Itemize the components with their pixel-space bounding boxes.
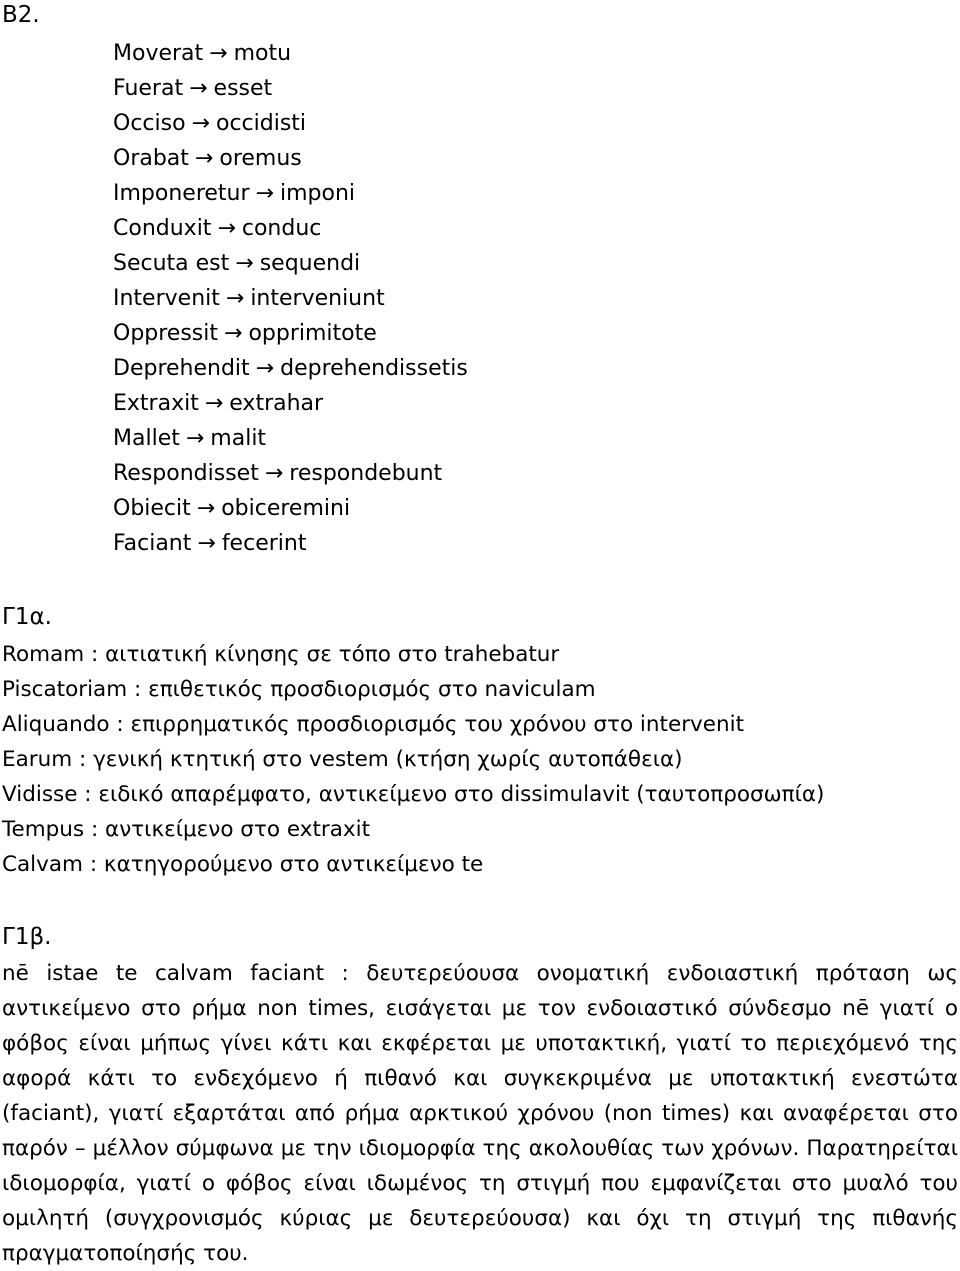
- source-verb: Intervenit: [113, 286, 220, 311]
- target-form: esset: [213, 76, 273, 101]
- verb-row: [113, 281, 468, 316]
- target-form: conduc: [241, 216, 322, 241]
- list-item: Tempus : αντικείμενο στο extraxit: [2, 817, 371, 842]
- clause-analysis-paragraph: nē istae te calvam faciant : δευτερεύουσα ονοματική ενδοιαστική πρόταση ως αντικείμενο στο ρήμα non times, εισάγεται με τον ενδοιαστικό σύνδεσμο nē γιατί ο φόβος είναι μήπως γίνει κάτι και εκφέρεται με υποτακτική, γιατί το περιεχόμενό της αφορά κάτι το ενδεχόμενο ή πιθανό και συγκεκριμένα με υποτακτική ενεστώτα (faciant), γιατί εξαρτάται από ρήμα αρκτικού χρόνου (non times) και αναφέρεται στο παρόν – μέλλον σύμφωνα με την ιδιομορφία της ακολουθίας των χρόνων. Παρατηρείται ιδιομορφία, γιατί ο φόβος είναι ιδωμένος τη στιγμή που εμφανίζεται στο μυαλό του ομιλητή (συγχρονισμός κύριας με δευτερεύουσα) και όχι τη στιγμή της πιθανής πραγματοποίησής του.: [2, 961, 958, 1266]
- list-item: Earum : γενική κτητική στο vestem (κτήση χωρίς αυτοπάθεια): [2, 747, 683, 772]
- right-arrow-icon: →: [204, 391, 224, 416]
- list-item: Romam : αιτιατική κίνησης σε τόπο στο trahebatur: [2, 642, 560, 667]
- target-form: respondebunt: [289, 461, 443, 486]
- source-verb: Extraxit: [113, 391, 199, 416]
- right-arrow-icon: →: [255, 181, 274, 206]
- target-form: opprimitote: [248, 321, 377, 346]
- right-arrow-icon: →: [264, 461, 284, 486]
- verb-row: [113, 36, 468, 71]
- target-form: oremus: [219, 146, 302, 171]
- section-heading-b2: B2.: [2, 2, 40, 28]
- source-verb: Fuerat: [113, 76, 184, 101]
- list-item: Piscatoriam : επιθετικός προσδιορισμός στο naviculam: [2, 677, 596, 702]
- section-heading-g1a: Γ1α.: [2, 604, 52, 630]
- verb-row: [113, 106, 468, 141]
- right-arrow-icon: →: [189, 76, 208, 101]
- target-form: interveniunt: [250, 286, 385, 311]
- target-form: occidisti: [215, 111, 307, 136]
- target-form: sequendi: [259, 251, 361, 276]
- target-form: imponi: [279, 181, 356, 206]
- right-arrow-icon: →: [224, 321, 243, 346]
- target-form: obiceremini: [221, 496, 351, 521]
- target-form: malit: [210, 426, 267, 451]
- right-arrow-icon: →: [209, 41, 228, 66]
- verb-row: [113, 211, 468, 246]
- list-item: Aliquando : επιρρηματικός προσδιορισμός του χρόνου στο intervenit: [2, 712, 745, 737]
- syntax-analysis-list: [2, 637, 958, 882]
- list-item: Calvam : κατηγορούμενο στο αντικείμενο te: [2, 852, 484, 877]
- source-verb: Faciant: [113, 531, 192, 556]
- verb-row: [113, 456, 468, 491]
- target-form: extrahar: [229, 391, 324, 416]
- verb-row: [113, 316, 468, 351]
- right-arrow-icon: →: [225, 286, 245, 311]
- source-verb: Imponeretur: [113, 181, 250, 206]
- verb-row: [113, 526, 468, 561]
- verb-row: [113, 141, 468, 176]
- verb-transformation-list: [113, 36, 468, 561]
- source-verb: Occiso: [113, 111, 186, 136]
- target-form: motu: [233, 41, 292, 66]
- right-arrow-icon: →: [235, 251, 254, 276]
- source-verb: Obiecit: [113, 496, 191, 521]
- verb-row: [113, 491, 468, 526]
- verb-row: [113, 246, 468, 281]
- right-arrow-icon: →: [185, 426, 205, 451]
- source-verb: Respondisset: [113, 461, 259, 486]
- target-form: fecerint: [221, 531, 307, 556]
- list-item: Vidisse : ειδικό απαρέμφατο, αντικείμενο στο dissimulavit (ταυτοπροσωπία): [2, 782, 825, 807]
- right-arrow-icon: →: [196, 496, 216, 521]
- source-verb: Deprehendit: [113, 356, 250, 381]
- right-arrow-icon: →: [191, 111, 210, 136]
- source-verb: Mallet: [113, 426, 180, 451]
- verb-row: [113, 421, 468, 456]
- verb-row: [113, 176, 468, 211]
- source-verb: Secuta est: [113, 251, 230, 276]
- right-arrow-icon: →: [194, 146, 214, 171]
- verb-row: [113, 386, 468, 421]
- source-verb: Orabat: [113, 146, 189, 171]
- right-arrow-icon: →: [217, 216, 236, 241]
- source-verb: Oppressit: [113, 321, 219, 346]
- right-arrow-icon: →: [197, 531, 216, 556]
- source-verb: Moverat: [113, 41, 204, 66]
- right-arrow-icon: →: [255, 356, 275, 381]
- section-heading-g1b: Γ1β.: [2, 924, 52, 950]
- verb-row: [113, 351, 468, 386]
- verb-row: [113, 71, 468, 106]
- target-form: deprehendissetis: [280, 356, 468, 381]
- source-verb: Conduxit: [113, 216, 212, 241]
